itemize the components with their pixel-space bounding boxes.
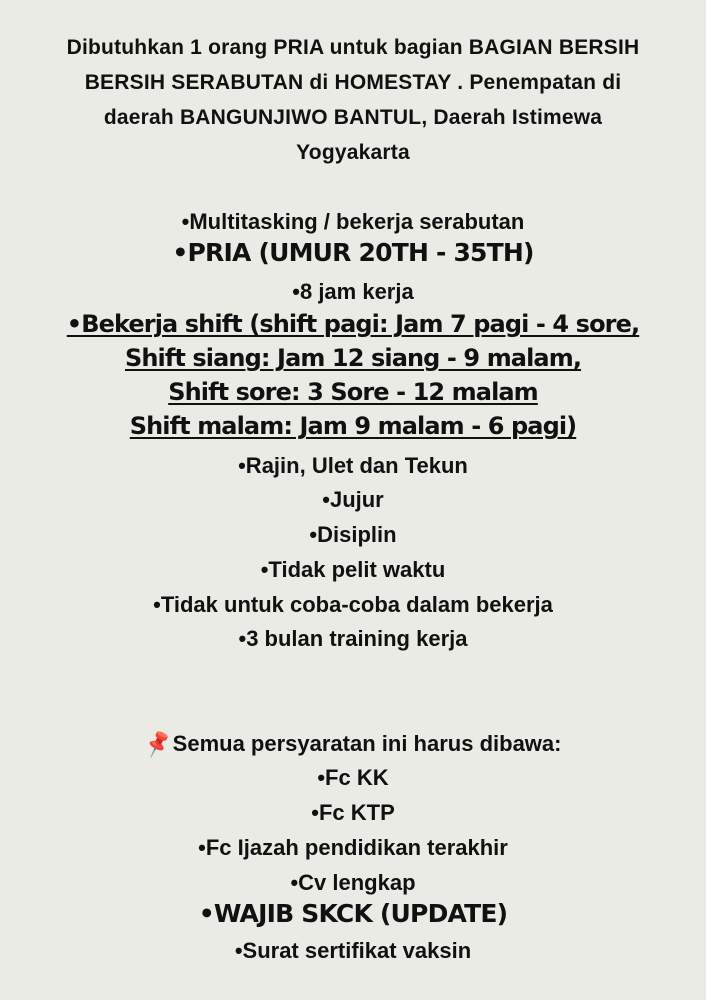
shift-line-1: •Bekerja shift (shift pagi: Jam 7 pagi - 4 sore, bbox=[66, 310, 640, 338]
shift-line-3: Shift sore: 3 Sore - 12 malam bbox=[168, 378, 538, 406]
document-ktp: •Fc KTP bbox=[311, 800, 395, 825]
document-ijazah: •Fc Ijazah pendidikan terakhir bbox=[198, 835, 508, 860]
documents-header bbox=[0, 728, 706, 760]
pushpin-icon: 📌 bbox=[141, 728, 174, 760]
requirement-diligent: •Rajin, Ulet dan Tekun bbox=[238, 453, 468, 478]
requirement-time: •Tidak pelit waktu bbox=[260, 557, 446, 582]
requirement-discipline: •Disiplin bbox=[309, 522, 397, 547]
requirement-multitasking: •Multitasking / bekerja serabutan bbox=[181, 209, 525, 234]
intro-line-4: Yogyakarta bbox=[296, 141, 410, 164]
document-skck: •WAJIB SKCK (UPDATE) bbox=[198, 899, 508, 928]
documents-header-text: Semua persyaratan ini harus dibawa: bbox=[172, 731, 562, 756]
document-cv: •Cv lengkap bbox=[290, 870, 416, 895]
requirement-training: •3 bulan training kerja bbox=[238, 626, 468, 651]
shift-line-2: Shift siang: Jam 12 siang - 9 malam, bbox=[124, 344, 582, 372]
requirement-serious: •Tidak untuk coba-coba dalam bekerja bbox=[153, 592, 553, 617]
document-kk: •Fc KK bbox=[317, 765, 389, 790]
requirement-gender-age: •PRIA (UMUR 20TH - 35TH) bbox=[172, 238, 534, 267]
requirement-hours: •8 jam kerja bbox=[292, 279, 414, 304]
intro-line-2: BERSIH SERABUTAN di HOMESTAY . Penempatan di bbox=[84, 71, 622, 94]
document-vaccine: •Surat sertifikat vaksin bbox=[234, 938, 472, 963]
shift-line-4: Shift malam: Jam 9 malam - 6 pagi) bbox=[129, 412, 577, 440]
requirement-honest: •Jujur bbox=[322, 487, 384, 512]
intro-line-3: daerah BANGUNJIWO BANTUL, Daerah Istimewa bbox=[103, 106, 603, 129]
intro-line-1: Dibutuhkan 1 orang PRIA untuk bagian BAGIAN BERSIH bbox=[66, 36, 640, 59]
